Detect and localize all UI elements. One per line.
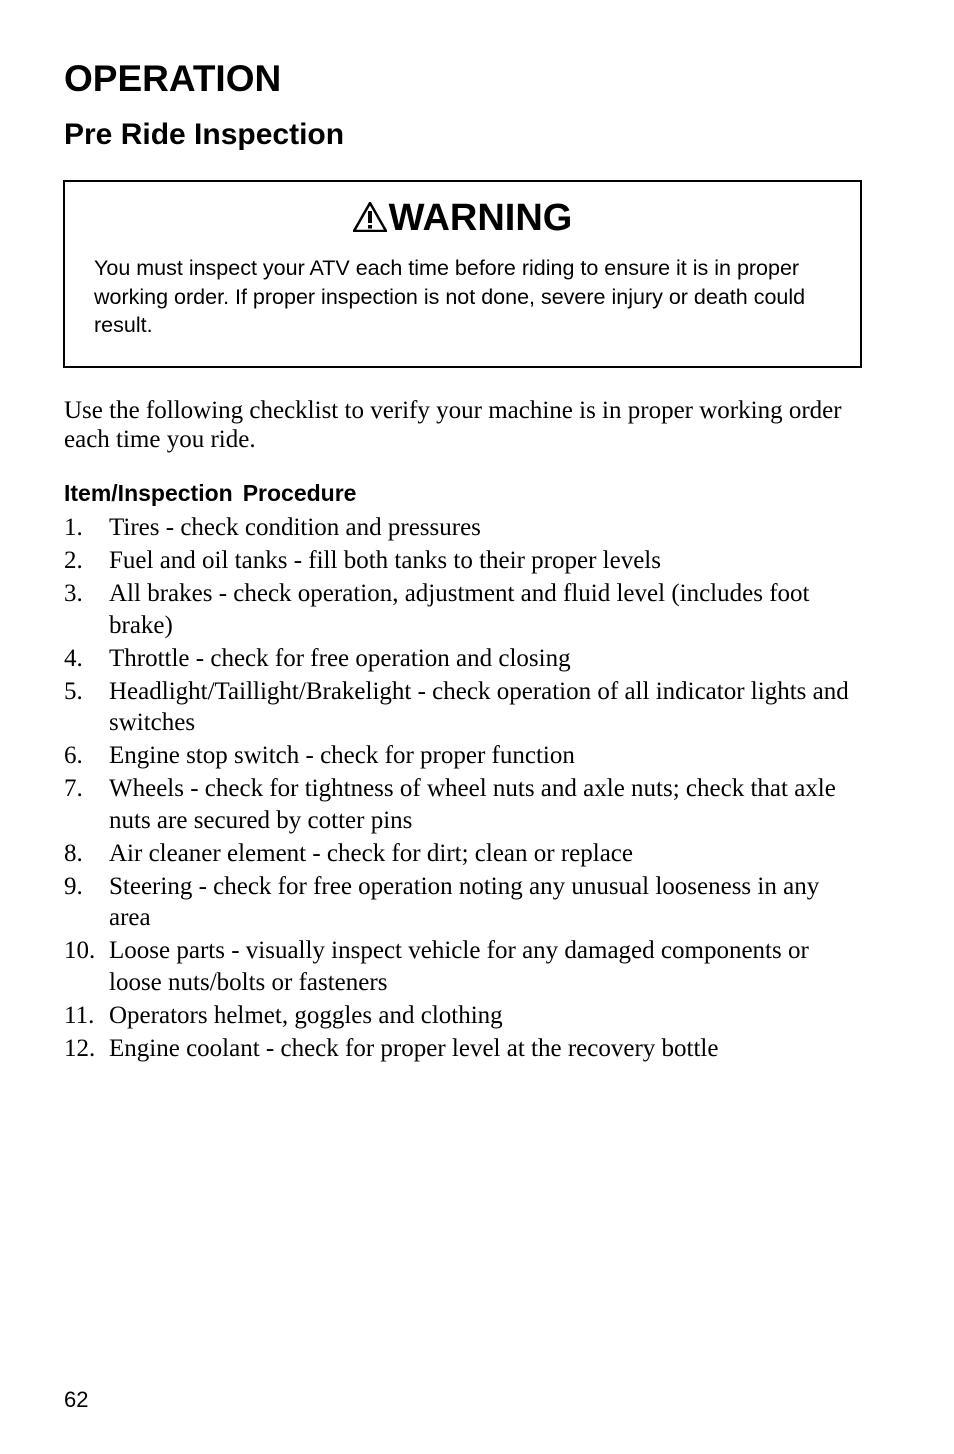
list-item-number: 12. (64, 1034, 96, 1062)
list-item (64, 838, 864, 870)
list-item-number: 8. (64, 839, 83, 867)
list-item-text: Tires - check condition and pressures (109, 514, 481, 541)
warning-text: You must inspect your ATV each time before riding to ensure it is in proper working order. If proper inspection is not done, severe injury or death could result. (94, 256, 806, 337)
intro-paragraph: Use the following checklist to verify your machine is in proper working order each time you ride. (64, 397, 842, 453)
list-item-text: Engine stop switch - check for proper function (109, 742, 575, 769)
list-item (64, 1033, 864, 1065)
warning-heading-text: WARNING (388, 197, 573, 239)
list-item-text: Engine coolant - check for proper level at the recovery bottle (109, 1034, 719, 1062)
list-item-text: Air cleaner element - check for dirt; clean or replace (109, 839, 633, 867)
warning-box (63, 180, 862, 368)
page-number: 62 (64, 1387, 89, 1412)
list-item-number: 1. (64, 514, 83, 541)
list-item-number: 9. (64, 872, 83, 900)
list-item-text: Fuel and oil tanks - fill both tanks to their proper levels (109, 547, 661, 574)
list-item-number: 6. (64, 742, 83, 769)
list-item-text: Steering - check for free operation noting any unusual looseness in any area (109, 872, 820, 931)
list-item-text: Throttle - check for free operation and closing (109, 644, 571, 672)
inspection-checklist (64, 512, 864, 1066)
list-item-number: 5. (64, 677, 83, 705)
list-item-text: Operators helmet, goggles and clothing (109, 1001, 503, 1029)
list-item-number: 10. (64, 937, 96, 964)
list-item-number: 4. (64, 644, 83, 672)
list-item-text: All brakes - check operation, adjustment and fluid level (includes foot brake) (109, 580, 810, 639)
list-item-text: Headlight/Taillight/Brakelight - check operation of all indicator lights and switches (109, 677, 849, 736)
list-item-text: Loose parts - visually inspect vehicle for any damaged components or loose nuts/bolts or fasteners (109, 937, 809, 996)
list-item (64, 545, 864, 577)
list-item (64, 740, 864, 772)
list-item-text: Wheels - check for tightness of wheel nuts and axle nuts; check that axle nuts are secured by cotter pins (109, 775, 836, 834)
list-item-number: 7. (64, 775, 83, 802)
list-item-number: 11. (64, 1001, 95, 1029)
list-item (64, 643, 864, 675)
list-item-number: 2. (64, 547, 83, 574)
list-header (64, 478, 356, 508)
list-item-number: 3. (64, 580, 83, 607)
warning-triangle-icon (353, 202, 387, 232)
list-item (64, 512, 864, 544)
warning-heading (65, 196, 860, 240)
list-item (64, 773, 864, 836)
list-header-item: Item/Inspection (64, 480, 233, 506)
list-item (64, 871, 864, 934)
list-item (64, 676, 864, 739)
section-title: OPERATION (64, 58, 282, 99)
list-header-procedure: Procedure (242, 480, 357, 506)
list-item (64, 935, 864, 998)
list-item (64, 1000, 864, 1032)
subsection-title: Pre Ride Inspection (64, 118, 345, 151)
list-item (64, 578, 864, 641)
